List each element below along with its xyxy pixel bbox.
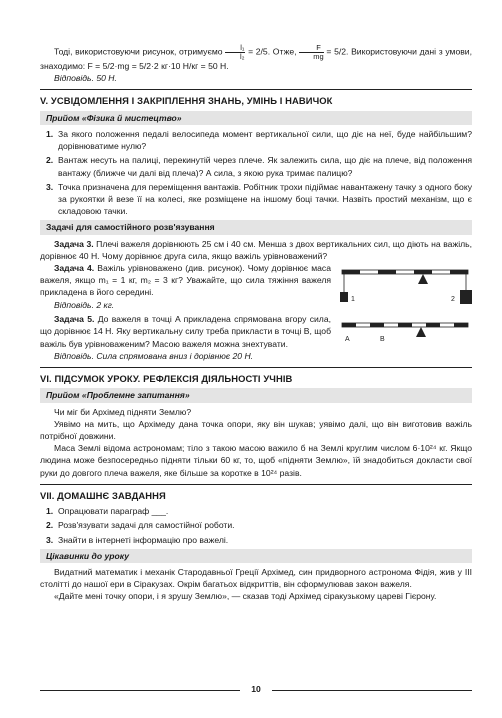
weight-m2-icon [460, 290, 472, 304]
frac-den: l₂ [240, 51, 245, 61]
question-item: 3. Точка призначена для переміщення вантажів. Робітник трохи підіймає навантажену тачку з одного боку за рукоятки й везе її на колесі, яке розміщене на іншому боці тачки. Назвіть простий механізм, що є складовою тачки. [46, 181, 472, 217]
technique-label: Прийом «Фізика й мистецтво» [40, 111, 472, 125]
fraction-l1-l2 [225, 44, 245, 60]
section-7-title: VII. ДОМАШНЄ ЗАВДАННЯ [40, 484, 472, 502]
problem-question: Чи міг би Архімед підняти Землю? [54, 406, 192, 417]
fact-paragraph-1: Видатний математик і механік Стародавньої Греції Архімед, син придворного астронома Фідія, жив у III столітті до нашої ери в Сіракузах. Окрім багатьох відкриттів, він сформулював закон важеля. [40, 566, 472, 590]
homework-list [40, 505, 472, 546]
weight-m1-icon [340, 292, 348, 302]
intro-paragraph [40, 44, 472, 72]
homework-item: 2. Розв'язувати задачі для самостійної роботи. [46, 520, 235, 531]
tasks-subtitle: Задачі для самостійного розв'язування [40, 220, 472, 234]
document-page [40, 44, 472, 603]
page-footer [40, 684, 472, 696]
section-6-title: VI. ПІДСУМОК УРОКУ. РЕФЛЕКСІЯ ДІЯЛЬНОСТІ УЧНІВ [40, 367, 472, 385]
intro-text: Тоді, використовуючи рисунок, отримуємо [54, 46, 223, 57]
task-4: Задача 4. Важіль урівноважено (див. рисунок). Чому дорівнює маса важеля, якщо m₁ = 1 кг, m₂ = 3 кг? Уважайте, що сила тяжіння важеля прикладена в його середині. [40, 262, 331, 298]
task-4-answer: Відповідь. 2 кг. [54, 299, 115, 310]
lever-figure-task-4 [337, 262, 472, 313]
question-list [40, 128, 472, 217]
frac-den: mg [313, 51, 324, 61]
mass-2-label: 2 [451, 295, 455, 303]
facts-title: Цікавинки до уроку [40, 549, 472, 563]
intro-answer: Відповідь. 50 Н. [54, 73, 117, 84]
intro-equation-1: = 2/5. Отже, [248, 46, 297, 57]
homework-item: 1. Опрацювати параграф ___. [46, 506, 169, 517]
technique-label: Прийом «Проблемне запитання» [40, 388, 472, 402]
homework-item: 3. Знайти в інтернеті інформацію про важелі. [46, 534, 229, 545]
point-b-label: B [380, 336, 385, 344]
point-a-label: A [345, 336, 350, 344]
frac-num: l₁ [225, 44, 245, 53]
frac-num: F [299, 44, 323, 53]
intro-equation-2: = 5/2. Використовуючи дані з умови, знаходимо: F = 5/2·mg = 5/2·2 кг·10 Н/кг = 50 Н. [40, 46, 472, 71]
mass-1-label: 1 [351, 295, 355, 303]
fulcrum-icon [418, 274, 428, 284]
task-5: Задача 5. До важеля в точці A прикладена спрямована вгору сила, що дорівнює 14 Н. Яку вертикальну силу треба прикласти в точці B, щоб важіль був урівноваженим? Масою важеля можна знехтувати. [40, 314, 331, 349]
section-6-paragraph-1: Уявімо на мить, що Архімеду дана точка опори, яку він шукав; уявімо далі, що він виготовив важіль потрібної довжини. [40, 418, 472, 441]
lever-figure-task-5 [337, 313, 472, 362]
task-4-block [40, 262, 472, 313]
task-3: Задача 3. Плечі важеля дорівнюють 25 см і 40 см. Менша з двох вертикальних сил, що діють на важіль, дорівнює 40 Н. Чому дорівнює друга сила, якщо важіль урівноважений? [40, 238, 472, 261]
fraction-f-mg [299, 44, 323, 60]
fulcrum-icon [416, 327, 426, 337]
task-5-answer: Відповідь. Сила спрямована вниз і дорівнює 20 Н. [54, 350, 254, 361]
page-number: 10 [251, 684, 261, 694]
question-item: 2. Вантаж несуть на палиці, перекинутій через плече. Як залежить сила, що діє на плече, від положення вантажу (ближче чи далі від плеча)? А сила, з якою рука тримає палицю? [46, 155, 472, 178]
section-6-paragraph-2: Маса Землі відома астрономам; тіло з такою масою важило б на Землі круглим числом 6·10²⁴ кг. Якщо людина може безпосередньо підняти тільки 60 кг, то, щоб «підняти Землю», їй знадобиться докласти свої руки до довгого плеча важеля, яке більше за коротке в 10²⁴ разів. [40, 443, 472, 478]
fact-paragraph-2: «Дайте мені точку опори, і я зрушу Землю», — сказав тоді Архімед сіракузькому цареві Гієрону. [54, 591, 437, 602]
task-5-block [40, 313, 472, 362]
section-5-title: V. УСВІДОМЛЕННЯ І ЗАКРІПЛЕННЯ ЗНАНЬ, УМІНЬ І НАВИЧОК [40, 89, 472, 107]
question-item: 1. За якого положення педалі велосипеда момент вертикальної сили, що діє на неї, буде найбільшим? дорівнюватиме нулю? [46, 128, 472, 152]
